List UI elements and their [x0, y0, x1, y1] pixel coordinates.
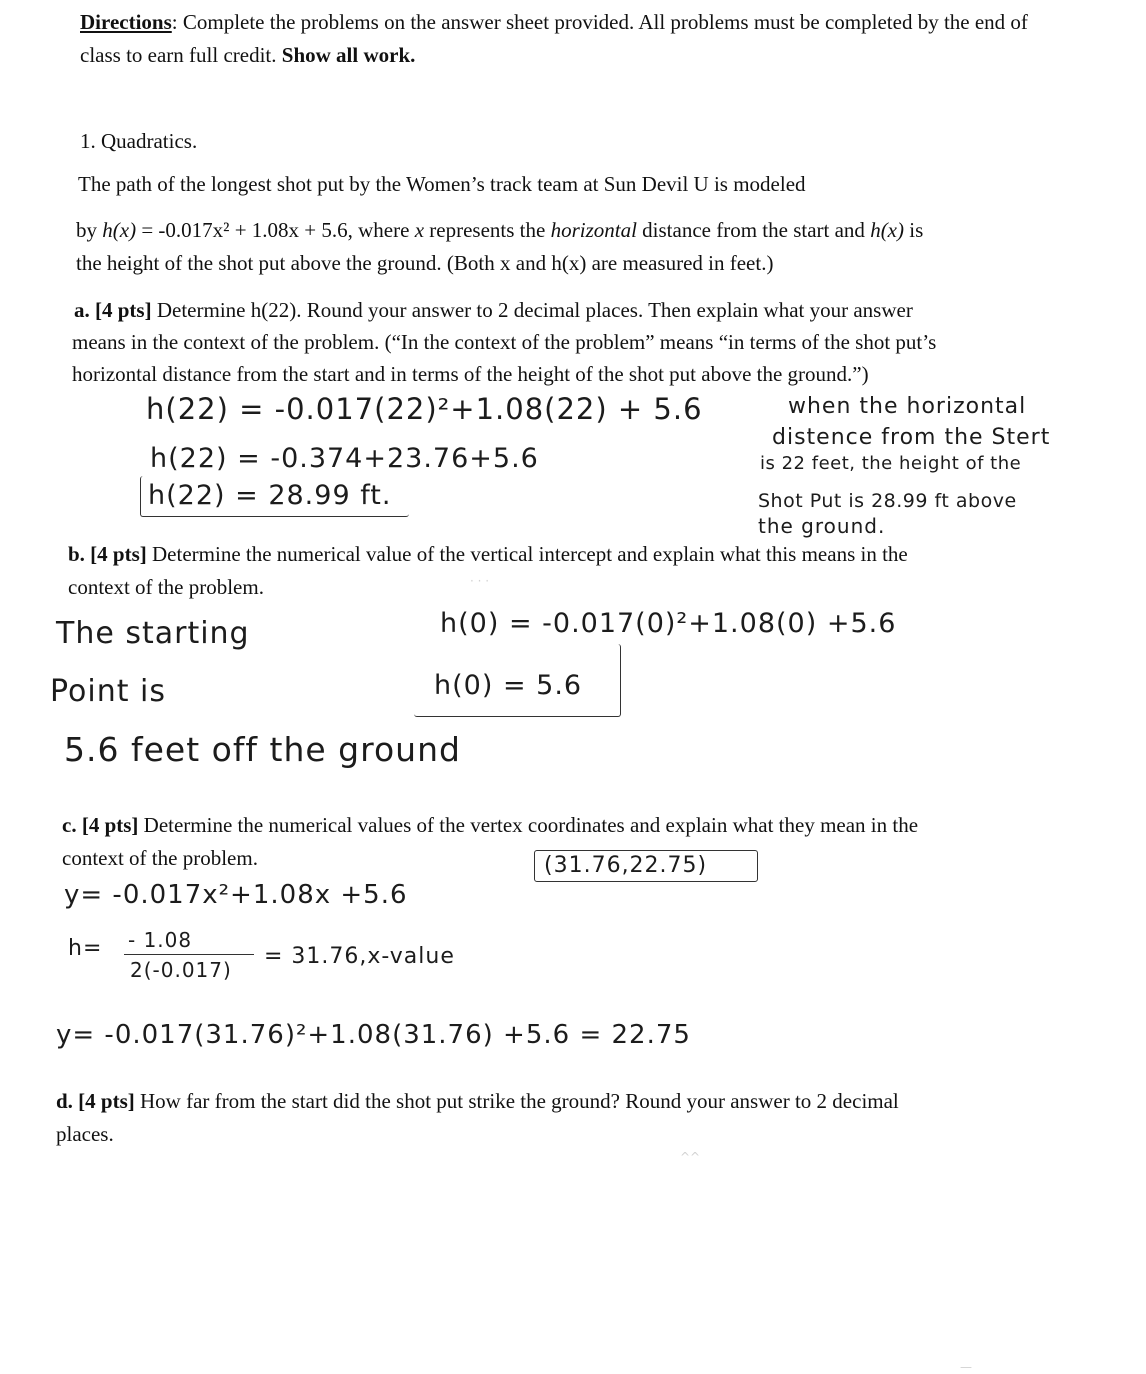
part-b-explanation-1: The starting: [56, 616, 250, 651]
part-c-h-label: h=: [68, 936, 103, 961]
part-c-denominator: 2(-0.017): [130, 958, 232, 982]
part-c-answer: (31.76,22.75): [544, 853, 708, 878]
part-c-question-1: c. [4 pts] Determine the numerical values of the vertex coordinates and explain what they mean in the: [62, 813, 919, 837]
part-d-label: d. [4 pts]: [56, 1089, 135, 1113]
part-c-work-line-3: y= -0.017(31.76)²+1.08(31.76) +5.6 = 22.75: [56, 1020, 691, 1050]
part-a-answer: h(22) = 28.99 ft.: [148, 480, 392, 511]
part-d-question-1: d. [4 pts] How far from the start did the shot put strike the ground? Round your answer to 2 decimal: [56, 1089, 899, 1113]
part-c-fraction-bar: [124, 954, 254, 955]
part-b-explanation-3: 5.6 feet off the ground: [64, 730, 461, 769]
part-a-explanation-5: the ground.: [758, 514, 886, 538]
part-a-question-3: horizontal distance from the start and in terms of the height of the shot put above the ground.”): [72, 362, 869, 386]
part-a-question-1: a. [4 pts] Determine h(22). Round your answer to 2 decimal places. Then explain what your answer: [74, 298, 913, 322]
part-b-question-1: b. [4 pts] Determine the numerical value of the vertical intercept and explain what this means in the: [68, 542, 908, 566]
directions-line-1: Directions: Complete the problems on the answer sheet provided. All problems must be completed by the end of: [80, 10, 1028, 34]
show-work-note: Show all work.: [281, 43, 416, 67]
part-a-question-2: means in the context of the problem. (“In the context of the problem” means “in terms of the shot put’s: [72, 330, 937, 354]
problem-intro: The path of the longest shot put by the Women’s track team at Sun Devil U is modeled: [78, 172, 806, 196]
part-a-work-line-1: h(22) = -0.017(22)²+1.08(22) + 5.6: [146, 392, 703, 426]
part-d-question-2: places.: [56, 1122, 114, 1146]
part-c-numerator: - 1.08: [128, 928, 193, 952]
part-a-explanation-3: is 22 feet, the height of the: [760, 453, 1022, 474]
part-b-explanation-2: Point is: [50, 674, 166, 709]
part-b-label: b. [4 pts]: [68, 542, 147, 566]
part-c-question-2: context of the problem.: [62, 846, 258, 870]
problem-heading: 1. Quadratics.: [80, 129, 198, 153]
part-a-explanation-2: distence from the Stert: [772, 425, 1051, 450]
part-b-question-2: context of the problem.: [68, 575, 264, 599]
part-c-h-result: = 31.76,x-value: [264, 944, 455, 969]
part-b-work-line-1: h(0) = -0.017(0)²+1.08(0) +5.6: [440, 608, 897, 639]
part-a-work-line-2: h(22) = -0.374+23.76+5.6: [150, 443, 539, 474]
part-c-work-line-1: y= -0.017x²+1.08x +5.6: [64, 880, 408, 910]
bleed-mark: ^^: [680, 1150, 701, 1164]
bleed-mark: —: [960, 1360, 972, 1374]
part-a-explanation-4: Shot Put is 28.99 ft above: [758, 490, 1017, 512]
part-a-label: a. [4 pts]: [74, 298, 152, 322]
problem-model-line-2: the height of the shot put above the ground. (Both x and h(x) are measured in feet.): [76, 251, 774, 275]
directions-label: Directions: [80, 10, 172, 34]
part-a-explanation-1: when the horizontal: [788, 394, 1027, 419]
problem-model-line: by h(x) = -0.017x² + 1.08x + 5.6, where x represents the horizontal distance from the start and h(x) is: [76, 218, 924, 242]
part-b-answer: h(0) = 5.6: [434, 670, 583, 701]
bleed-mark: · · ·: [470, 574, 490, 588]
part-c-label: c. [4 pts]: [62, 813, 139, 837]
directions-line-2: class to earn full credit. Show all work.: [80, 43, 416, 67]
